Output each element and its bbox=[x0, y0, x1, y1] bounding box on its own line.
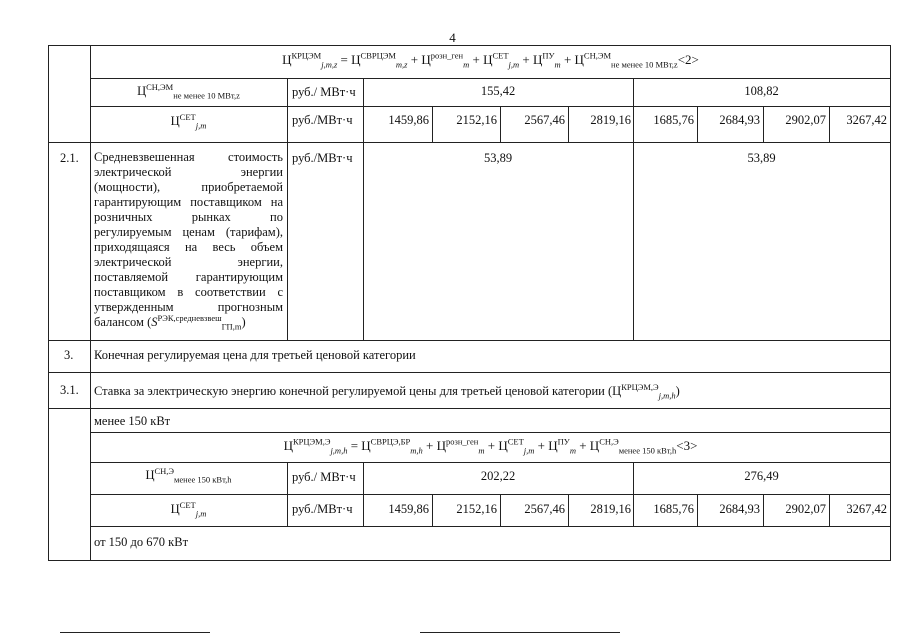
formula-bottom: $Ц^{КРЦЭМ,Э}_{j,m,h} = Ц^{СВРЦЭ,БР}_{m,h} + Ц^{розн\_ген}_m + Ц^{СЕТ}_{j,m} + Ц^{ПУ}_m + Ц^{СН,Э}_{менее 150 кВт,h}<3>$ bbox=[283, 436, 698, 456]
sn-e-unit: руб./ МВт·ч bbox=[292, 470, 356, 484]
sn-em-value-left: 155,42 bbox=[480, 84, 516, 98]
set-value: 1685,76 bbox=[653, 502, 694, 516]
row-3-text: Конечная регулируемая цена для третьей ценовой категории bbox=[94, 348, 416, 362]
set-unit: руб./МВт·ч bbox=[292, 113, 353, 127]
sn-e-value-left: 202,22 bbox=[480, 469, 516, 483]
footer-rule bbox=[60, 632, 210, 633]
sn-em-unit: руб./ МВт·ч bbox=[292, 85, 356, 99]
set-value: 2684,93 bbox=[719, 113, 760, 127]
set-value: 2567,46 bbox=[524, 113, 565, 127]
set-value: 2152,16 bbox=[456, 502, 497, 516]
set-value: 3267,42 bbox=[846, 113, 887, 127]
row-number: 3.1. bbox=[60, 383, 79, 397]
set-value: 1459,86 bbox=[388, 113, 429, 127]
rule bbox=[48, 142, 891, 143]
set-unit: руб./МВт·ч bbox=[292, 502, 353, 516]
row-number: 3. bbox=[64, 348, 74, 362]
rule bbox=[48, 372, 891, 373]
set-value: 1685,76 bbox=[653, 113, 694, 127]
set-value: 2819,16 bbox=[590, 113, 631, 127]
row-2-1-value-right: 53,89 bbox=[747, 151, 776, 165]
row-2-1-description: Средневзвешенная стоимость электрической энергии (мощности), приобретаемой гарантирующим поставщиком на розничных рынках по регулируемым ценам (тарифам), приходящаяся на весь объем электрической энергии, поставляемой гарантирующим поставщиком в соответствии с утвержденным прогнозным балансом $(S^{РЭК,средневзвеш}_{ГП,m})$ bbox=[94, 150, 283, 332]
rule bbox=[90, 106, 891, 107]
set-value: 1459,86 bbox=[388, 502, 429, 516]
section-150-670: от 150 до 670 кВт bbox=[94, 535, 189, 549]
rule bbox=[48, 340, 891, 341]
rule bbox=[48, 560, 891, 561]
formula-top: $Ц^{КРЦЭМ}_{j,m,z} = Ц^{СВРЦЭМ}_{m,z} + Ц^{розн\_ген}_m + Ц^{СЕТ}_{j,m} + Ц^{ПУ}_m + Ц^{СН,ЭМ}_{не менее 10 МВт,z}<2>$ bbox=[282, 50, 699, 70]
rule bbox=[90, 526, 891, 527]
rule bbox=[90, 432, 891, 433]
rule bbox=[287, 462, 288, 526]
sn-e-label: $Ц^{СН,Э}_{менее 150 кВт,h}$ bbox=[145, 465, 232, 485]
set-value: 2902,07 bbox=[785, 502, 826, 516]
set-label: $Ц^{СЕТ}_{j,m}$ bbox=[170, 499, 207, 519]
rule bbox=[90, 494, 891, 495]
sn-em-label: $Ц^{СН,ЭМ}_{не менее 10 МВт,z}$ bbox=[137, 81, 240, 101]
rule bbox=[48, 408, 891, 409]
rule bbox=[90, 462, 891, 463]
sn-em-value-right: 108,82 bbox=[744, 84, 779, 98]
set-value: 2152,16 bbox=[456, 113, 497, 127]
rule bbox=[48, 45, 49, 560]
set-value: 2684,93 bbox=[719, 502, 760, 516]
footer-rule bbox=[420, 632, 620, 633]
section-less-150: менее 150 кВт bbox=[94, 414, 171, 428]
rule bbox=[90, 78, 891, 79]
set-value: 2902,07 bbox=[785, 113, 826, 127]
row-3-1-text: Ставка за электрическую энергию конечной регулируемой цены для третьей ценовой категории $(Ц^{КРЦЭМ,Э}_{j,m,h})$ bbox=[94, 381, 680, 401]
row-2-1-unit: руб./МВт·ч bbox=[292, 151, 353, 165]
row-number: 2.1. bbox=[60, 151, 79, 165]
page-number: 4 bbox=[449, 30, 456, 45]
rule bbox=[287, 78, 288, 340]
row-2-1-value-left: 53,89 bbox=[483, 151, 513, 165]
set-value: 2567,46 bbox=[524, 502, 565, 516]
set-value: 3267,42 bbox=[846, 502, 887, 516]
sn-e-value-right: 276,49 bbox=[744, 469, 779, 483]
set-label: $Ц^{СЕТ}_{j,m}$ bbox=[170, 111, 207, 131]
set-value: 2819,16 bbox=[590, 502, 631, 516]
rule bbox=[48, 45, 891, 46]
rule bbox=[890, 45, 891, 560]
